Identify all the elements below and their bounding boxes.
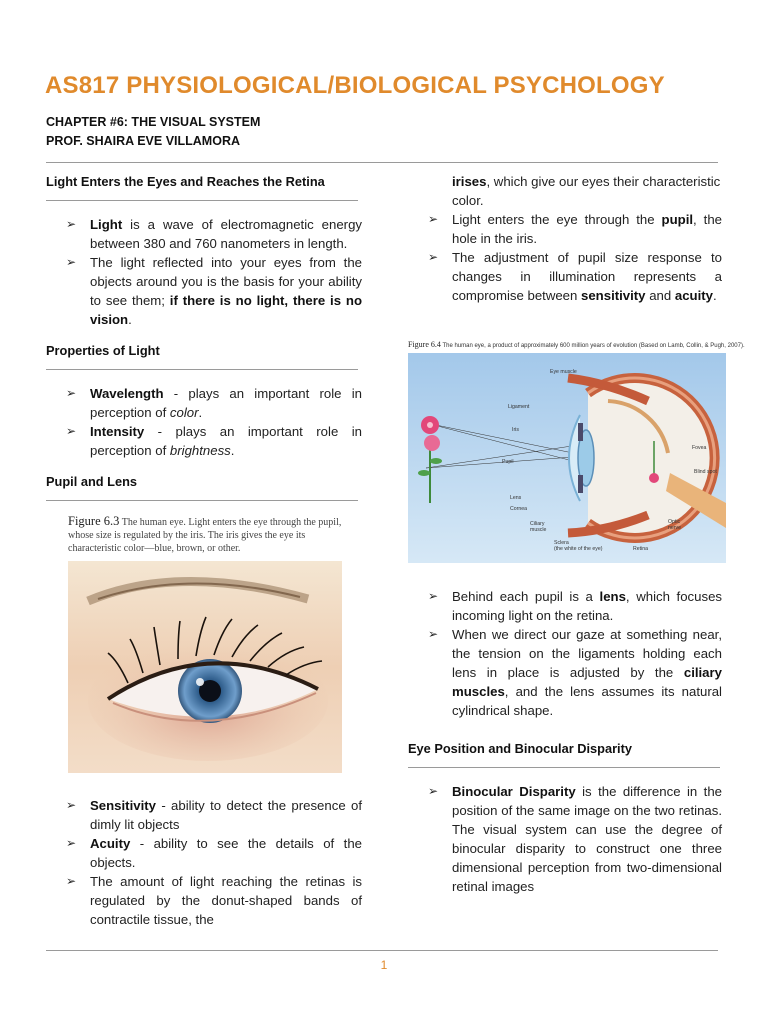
section-rule bbox=[46, 200, 358, 201]
arrow-bullet-icon: ➢ bbox=[66, 386, 77, 400]
section-rule bbox=[46, 500, 358, 501]
section-properties bbox=[46, 341, 362, 460]
iris-bullet-continued bbox=[408, 172, 722, 305]
list-item: ➢ Wavelength - plays an important role in perception of color. bbox=[66, 386, 362, 420]
section-title: Properties of Light bbox=[46, 343, 160, 358]
list-item: ➢ Intensity - plays an important role in perception of brightness. bbox=[66, 424, 362, 458]
list-item: ➢ Binocular Disparity is the difference in the position of the same image on the two retinas. The visual system can use the degree of binocular disparity to construct one three dimensional perception from two-dimensional retinal images bbox=[428, 784, 722, 894]
arrow-bullet-icon: ➢ bbox=[66, 255, 77, 269]
list-item: ➢ The light reflected into your eyes from the objects around you is the basis for your ability to see them; if there is no light, there is no vision. bbox=[66, 255, 362, 327]
list-item: ➢ Acuity - ability to see the details of the objects. bbox=[66, 836, 362, 870]
label-ligament: Ligament bbox=[508, 404, 530, 410]
label-eye-muscle: Eye muscle bbox=[550, 369, 577, 375]
section-title: Light Enters the Eyes and Reaches the Retina bbox=[46, 174, 325, 189]
arrow-bullet-icon: ➢ bbox=[428, 212, 439, 226]
arrow-bullet-icon: ➢ bbox=[428, 589, 439, 603]
figure-6-3 bbox=[68, 515, 343, 773]
section-title: Eye Position and Binocular Disparity bbox=[408, 741, 632, 756]
bullet-list bbox=[46, 215, 362, 329]
section-pupil-bullets bbox=[46, 796, 362, 872]
section-lens bbox=[408, 587, 722, 720]
label-optic-nerve: nerve bbox=[668, 525, 681, 531]
section-rule bbox=[408, 767, 720, 768]
eye-photo bbox=[68, 561, 342, 773]
figure-caption: Figure 6.3 The human eye. Light enters the eye through the pupil, whose size is regulated by the iris. The iris gives the eye its characteristic color—blue, brown, or other. bbox=[68, 514, 342, 554]
list-item: ➢ When we direct our gaze at something near, the tension on the ligaments holding each lens in place is adjusted by the ciliary muscles, and the lens assumes its natural cylindrical shape. bbox=[428, 627, 722, 718]
iris-bullet-part1 bbox=[46, 872, 362, 929]
chapter-heading: CHAPTER #6: THE VISUAL SYSTEM bbox=[46, 115, 261, 129]
bullet-list bbox=[408, 782, 722, 896]
section-binocular bbox=[408, 739, 722, 896]
list-item: ➢ Light enters the eye through the pupil, the hole in the iris. bbox=[428, 212, 722, 246]
bullet-list bbox=[408, 587, 722, 720]
label-pupil: Pupil bbox=[502, 459, 514, 465]
list-item: ➢ Sensitivity - ability to detect the presence of dimly lit objects bbox=[66, 798, 362, 832]
label-fovea: Fovea bbox=[692, 445, 707, 451]
document-title: AS817 PHYSIOLOGICAL/BIOLOGICAL PSYCHOLOGY bbox=[45, 72, 665, 99]
label-blind-spot: Blind spot bbox=[694, 469, 717, 475]
label-ciliary-muscle: muscle bbox=[530, 527, 547, 533]
arrow-bullet-icon: ➢ bbox=[428, 627, 439, 641]
arrow-bullet-icon: ➢ bbox=[66, 798, 77, 812]
arrow-bullet-icon: ➢ bbox=[66, 424, 77, 438]
label-cornea: Cornea bbox=[510, 506, 528, 512]
list-item: ➢ The amount of light reaching the retinas is regulated by the donut-shaped bands of contractile tissue, the bbox=[66, 874, 362, 927]
figure-6-4-eye-diagram bbox=[408, 353, 726, 563]
list-item: ➢ Light is a wave of electromagnetic energy between 380 and 760 nanometers in length. bbox=[66, 217, 362, 251]
list-item: ➢ Behind each pupil is a lens, which focuses incoming light on the retina. bbox=[428, 589, 723, 623]
arrow-bullet-icon: ➢ bbox=[428, 784, 439, 798]
label-sclera-note: (the white of the eye) bbox=[554, 546, 603, 552]
section-title: Pupil and Lens bbox=[46, 474, 138, 489]
list-item-continued: irises, which give our eyes their characteristic color. bbox=[452, 174, 721, 208]
arrow-bullet-icon: ➢ bbox=[66, 874, 77, 888]
arrow-bullet-icon: ➢ bbox=[428, 250, 439, 264]
footer-rule bbox=[46, 950, 718, 951]
list-item: ➢ The adjustment of pupil size response to changes in illumination represents a compromise between sensitivity and acuity. bbox=[428, 250, 722, 303]
bullet-list bbox=[46, 872, 362, 929]
header-rule bbox=[46, 162, 718, 163]
professor-name: PROF. SHAIRA EVE VILLAMORA bbox=[46, 134, 240, 148]
label-iris: Iris bbox=[512, 427, 519, 433]
section-rule bbox=[46, 369, 358, 370]
label-ciliary: Ciliary bbox=[530, 521, 545, 527]
label-retina: Retina bbox=[633, 546, 648, 552]
section-light bbox=[46, 172, 362, 329]
arrow-bullet-icon: ➢ bbox=[66, 217, 77, 231]
label-optic: Optic bbox=[668, 519, 681, 525]
bullet-list bbox=[46, 796, 362, 872]
page-number: 1 bbox=[380, 958, 388, 972]
label-lens: Lens bbox=[510, 495, 522, 501]
bullet-list bbox=[408, 210, 722, 305]
label-sclera: Sclera bbox=[554, 540, 569, 546]
arrow-bullet-icon: ➢ bbox=[66, 836, 77, 850]
figure-6-4-caption: Figure 6.4 The human eye, a product of approximately 600 million years of evolution (Based on Lamb, Collin, & Pugh, 2007). bbox=[408, 340, 745, 349]
bullet-list bbox=[46, 384, 362, 460]
section-pupil-title bbox=[46, 472, 362, 501]
